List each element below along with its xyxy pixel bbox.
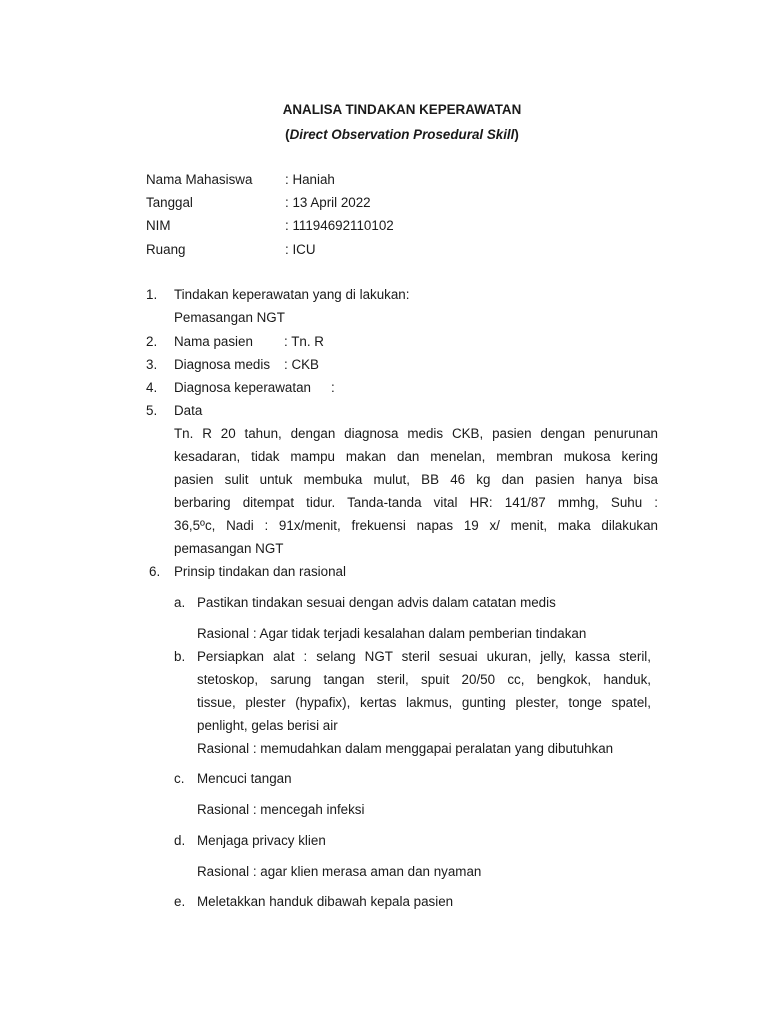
- item-4-label: Diagnosa keperawatan: [174, 380, 311, 395]
- principle-c-letter: c.: [174, 771, 185, 786]
- principle-b-letter: b.: [174, 649, 186, 664]
- item-2-number: 2.: [146, 334, 158, 349]
- principle-b-line: Persiapkan alat : selang NGT steril sesuai ukuran, jelly, kassa steril,: [197, 649, 651, 664]
- identity-label-date: Tanggal: [146, 195, 193, 210]
- principle-a-text: Pastikan tindakan sesuai dengan advis dalam catatan medis: [197, 595, 556, 610]
- identity-value-room: : ICU: [285, 242, 316, 257]
- identity-value-name: : Haniah: [285, 172, 335, 187]
- item-1-subtext: Pemasangan NGT: [174, 310, 285, 325]
- identity-label-room: Ruang: [146, 242, 186, 257]
- principle-a-letter: a.: [174, 595, 186, 610]
- data-paragraph-line: berbaring ditempat tidur. Tanda-tanda vital HR: 141/87 mmhg, Suhu :: [174, 495, 658, 510]
- principle-b-line: penlight, gelas berisi air: [197, 718, 338, 733]
- data-paragraph-line: pemasangan NGT: [174, 541, 284, 556]
- item-2-value: : Tn. R: [284, 334, 324, 349]
- data-paragraph-line: pasien sulit untuk membuka mulut, BB 46 kg dan pasien hanya bisa: [174, 472, 658, 487]
- principle-d-rasional: Rasional : agar klien merasa aman dan nyaman: [197, 864, 482, 879]
- item-1-text: Tindakan keperawatan yang di lakukan:: [174, 287, 410, 302]
- principle-a-rasional: Rasional : Agar tidak terjadi kesalahan dalam pemberian tindakan: [197, 626, 587, 641]
- principle-c-text: Mencuci tangan: [197, 771, 292, 786]
- identity-value-nim: : 11194692110102: [285, 218, 394, 233]
- item-5-label: Data: [174, 403, 203, 418]
- item-1-number: 1.: [146, 287, 158, 302]
- item-5-number: 5.: [146, 403, 158, 418]
- principle-e-letter: e.: [174, 894, 186, 909]
- item-3-label: Diagnosa medis: [174, 357, 271, 372]
- item-4-number: 4.: [146, 380, 158, 395]
- data-paragraph-line: Tn. R 20 tahun, dengan diagnosa medis CKB, pasien dengan penurunan: [174, 426, 658, 441]
- principle-d-text: Menjaga privacy klien: [197, 833, 326, 848]
- data-paragraph-line: kesadaran, tidak mampu makan dan menelan, membran mukosa kering: [174, 449, 658, 464]
- identity-value-date: : 13 April 2022: [285, 195, 371, 210]
- principle-d-letter: d.: [174, 833, 186, 848]
- identity-label-nim: NIM: [146, 218, 171, 233]
- item-6-number: 6.: [149, 564, 161, 579]
- principle-b-rasional: Rasional : memudahkan dalam menggapai peralatan yang dibutuhkan: [197, 741, 614, 756]
- item-4-value: :: [331, 380, 335, 395]
- principle-b-line: stetoskop, sarung tangan steril, spuit 20/50 cc, bengkok, handuk,: [197, 672, 651, 687]
- item-3-number: 3.: [146, 357, 158, 372]
- document-subtitle: (Direct Observation Prosedural Skill): [285, 127, 519, 142]
- principle-c-rasional: Rasional : mencegah infeksi: [197, 802, 365, 817]
- principle-e-text: Meletakkan handuk dibawah kepala pasien: [197, 894, 454, 909]
- principle-b-line: tissue, plester (hypafix), kertas lakmus, gunting plester, tonge spatel,: [197, 695, 651, 710]
- data-paragraph-line: 36,5ºc, Nadi : 91x/menit, frekuensi napas 19 x/ menit, maka dilakukan: [174, 518, 658, 533]
- item-2-label: Nama pasien: [174, 334, 253, 349]
- document-title: ANALISA TINDAKAN KEPERAWATAN: [282, 102, 522, 117]
- item-6-label: Prinsip tindakan dan rasional: [174, 564, 346, 579]
- item-3-value: : CKB: [284, 357, 319, 372]
- identity-label-name: Nama Mahasiswa: [146, 172, 253, 187]
